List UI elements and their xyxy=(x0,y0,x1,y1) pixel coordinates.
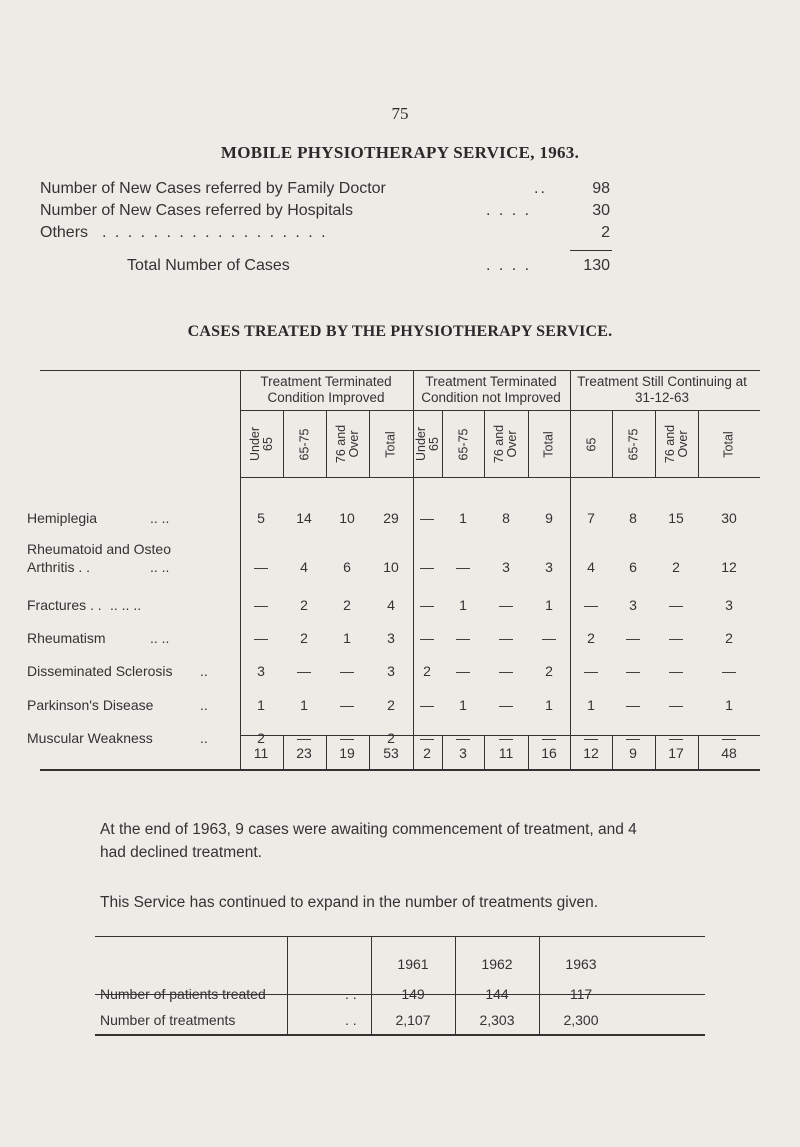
table-cell: — xyxy=(669,597,683,613)
table-cell: — xyxy=(626,663,640,679)
table-cell: — xyxy=(340,663,354,679)
row-label: Parkinson's Disease xyxy=(27,697,154,713)
table-cell: 6 xyxy=(343,559,351,575)
table-cell: 2 xyxy=(587,630,595,646)
table-cell: — xyxy=(456,559,470,575)
total-cases-label: Total Number of Cases xyxy=(127,257,290,274)
total-cell: 3 xyxy=(459,745,467,761)
table-cell: — xyxy=(420,559,434,575)
table-cell: — xyxy=(340,697,354,713)
table-cell: — xyxy=(722,663,736,679)
table-cell: 4 xyxy=(300,559,308,575)
table-cell: — xyxy=(669,697,683,713)
table-cell: 7 xyxy=(587,510,595,526)
table-cell: 1 xyxy=(459,510,467,526)
table-cell: 14 xyxy=(296,510,312,526)
referral-value: 98 xyxy=(592,180,610,197)
row-label: Disseminated Sclerosis xyxy=(27,663,173,679)
total-cases-value: 130 xyxy=(583,257,610,274)
table-cell: 1 xyxy=(587,697,595,713)
t3-cell: 2,107 xyxy=(395,1012,431,1028)
total-cell: 9 xyxy=(629,745,637,761)
row-label: Hemiplegia xyxy=(27,510,98,526)
table-cell: — xyxy=(420,597,434,613)
col-header-label: 65-75 xyxy=(297,428,312,460)
table-cell: — xyxy=(297,730,311,746)
total-cell: 19 xyxy=(339,745,355,761)
table-cell: — xyxy=(420,510,434,526)
table-cell: 3 xyxy=(545,559,553,575)
col-header-label: Under 65 xyxy=(414,426,442,462)
table-cell: 9 xyxy=(545,510,553,526)
table-cell: 2 xyxy=(257,730,265,746)
table-cell: — xyxy=(499,697,513,713)
table-cell: — xyxy=(420,697,434,713)
table-cell: 8 xyxy=(629,510,637,526)
table-cell: 2 xyxy=(343,597,351,613)
row-dots: .. .. xyxy=(150,559,170,575)
row-label: Rheumatoid and Osteo xyxy=(27,541,171,557)
table-cell: 30 xyxy=(721,510,737,526)
table-cell: 3 xyxy=(725,597,733,613)
row-label: Rheumatism xyxy=(27,630,106,646)
table-cell: 2 xyxy=(423,663,431,679)
paragraph-awaiting-text: At the end of 1963, 9 cases were awaiting commencement of treatment, and 4 had declined treatment. xyxy=(100,821,637,861)
table-cell: — xyxy=(456,630,470,646)
table-cell: — xyxy=(626,730,640,746)
table-cell: 2 xyxy=(545,663,553,679)
t3-row-label: Number of patients treated xyxy=(100,986,266,1002)
page-number: 75 xyxy=(391,104,409,123)
table-cell: — xyxy=(456,663,470,679)
table-cell: — xyxy=(254,597,268,613)
col-header-label: Total xyxy=(384,430,398,458)
table-cell: 1 xyxy=(343,630,351,646)
table-cell: 3 xyxy=(629,597,637,613)
table-cell: 3 xyxy=(502,559,510,575)
table-cell: 12 xyxy=(721,559,737,575)
table-cell: — xyxy=(626,697,640,713)
referral-dots: . . . . . . . . . . . . . . . . . . xyxy=(102,224,328,241)
table-cell: — xyxy=(584,730,598,746)
table-cell: — xyxy=(297,663,311,679)
total-cell: 11 xyxy=(498,745,514,761)
t3-row-dots: . . xyxy=(345,1012,357,1028)
referral-value: 2 xyxy=(601,224,610,241)
table-cell: 1 xyxy=(300,697,308,713)
referral-label: Number of New Cases referred by Family Doctor xyxy=(40,180,386,197)
table-cell: — xyxy=(669,663,683,679)
table-cell: — xyxy=(626,630,640,646)
total-cell: 48 xyxy=(721,745,737,761)
row-dots: .. .. xyxy=(150,510,170,526)
table-cell: — xyxy=(669,630,683,646)
total-cell: 16 xyxy=(541,745,557,761)
table-cell: — xyxy=(499,630,513,646)
row-dots: .. xyxy=(200,730,208,746)
t3-cell: 144 xyxy=(485,986,509,1002)
total-cell: 11 xyxy=(253,745,269,761)
table-cell: 15 xyxy=(668,510,684,526)
referral-label: Others xyxy=(40,224,89,241)
table-cell: — xyxy=(499,597,513,613)
year-header: 1963 xyxy=(565,956,597,972)
row-dots: .. xyxy=(200,663,208,679)
referral-dots: .. xyxy=(534,180,547,197)
group-header-improved: Treatment Terminated Condition Improved xyxy=(260,374,392,405)
col-header-label: 76 and Over xyxy=(662,424,690,464)
row-dots: .. xyxy=(200,697,208,713)
table-cell: 2 xyxy=(300,597,308,613)
table-cell: — xyxy=(722,730,736,746)
col-header-label: 76 and Over xyxy=(333,424,361,464)
table-cell: — xyxy=(584,597,598,613)
table-cell: — xyxy=(669,730,683,746)
table-cell: 4 xyxy=(387,597,395,613)
total-cases-dots: . . . . xyxy=(486,257,532,274)
t3-top-rule xyxy=(95,936,705,937)
table-cell: — xyxy=(584,663,598,679)
t3-cell: 149 xyxy=(401,986,425,1002)
table-cell: 8 xyxy=(502,510,510,526)
table-cell: 4 xyxy=(587,559,595,575)
table-cell: — xyxy=(542,630,556,646)
referral-dots: . . . . xyxy=(486,202,532,219)
total-cell: 12 xyxy=(583,745,599,761)
table-cell: 10 xyxy=(339,510,355,526)
section-title: CASES TREATED BY THE PHYSIOTHERAPY SERVICE. xyxy=(187,323,613,340)
t3-cell: 2,300 xyxy=(563,1012,599,1028)
referral-value: 30 xyxy=(592,202,610,219)
col-header-label: Under 65 xyxy=(247,426,275,462)
paragraph-expand: This Service has continued to expand in the number of treatments given. xyxy=(100,894,599,911)
table-cell: 3 xyxy=(257,663,265,679)
t3-cell: 117 xyxy=(569,986,593,1002)
table-cell: 2 xyxy=(672,559,680,575)
table-cell: — xyxy=(420,730,434,746)
table-cell: — xyxy=(254,559,268,575)
t3-row-label: Number of treatments xyxy=(100,1012,236,1028)
total-cell: 17 xyxy=(668,745,684,761)
table-cell: 1 xyxy=(545,597,553,613)
table-cell: — xyxy=(499,730,513,746)
table-cell: — xyxy=(254,630,268,646)
row-dots: .. .. xyxy=(150,630,170,646)
t3-bottom-rule xyxy=(95,1034,705,1036)
table-cell: 2 xyxy=(725,630,733,646)
table-cell: 1 xyxy=(459,697,467,713)
table-cell: 10 xyxy=(383,559,399,575)
group-header-continuing: Treatment Still Continuing at 31-12-63 xyxy=(577,374,747,405)
row-label: Fractures . . xyxy=(27,597,102,613)
col-header-label: 76 and Over xyxy=(492,424,520,464)
table-cell: 29 xyxy=(383,510,399,526)
total-cell: 23 xyxy=(296,745,312,761)
referral-label: Number of New Cases referred by Hospitals xyxy=(40,202,354,219)
table-cell: 1 xyxy=(545,697,553,713)
table-cell: — xyxy=(420,630,434,646)
year-header: 1961 xyxy=(397,956,429,972)
col-header-label: 65 xyxy=(584,437,598,451)
col-header-label: 65-75 xyxy=(455,428,470,460)
table-cell: — xyxy=(499,663,513,679)
table-cell: 1 xyxy=(459,597,467,613)
table-cell: — xyxy=(456,730,470,746)
total-cell: 2 xyxy=(423,745,431,761)
page-title: MOBILE PHYSIOTHERAPY SERVICE, 1963. xyxy=(220,143,580,162)
table-cell: 2 xyxy=(387,697,395,713)
row-dots: .. .. .. xyxy=(110,597,142,613)
row-label: Muscular Weakness xyxy=(27,730,153,746)
table-cell: 5 xyxy=(257,510,265,526)
table-cell: 1 xyxy=(257,697,265,713)
year-header: 1962 xyxy=(481,956,513,972)
col-header-label: Total xyxy=(542,430,556,458)
table-cell: 2 xyxy=(300,630,308,646)
t3-cell: 2,303 xyxy=(479,1012,515,1028)
table-cell: 6 xyxy=(629,559,637,575)
table-cell: 3 xyxy=(387,630,395,646)
t3-row-dots: . . xyxy=(345,986,357,1002)
table-cell: 2 xyxy=(387,730,395,746)
col-header-label: 65-75 xyxy=(626,428,641,460)
group-header-not-improved: Treatment Terminated Condition not Improved xyxy=(421,374,561,405)
total-cell: 53 xyxy=(383,745,399,761)
table-cell: — xyxy=(340,730,354,746)
table-cell: — xyxy=(542,730,556,746)
col-header-label: Total xyxy=(722,430,736,458)
t3-column-rule xyxy=(287,936,288,1036)
table-cell: 1 xyxy=(725,697,733,713)
row-label-cont: Arthritis . . xyxy=(27,559,91,575)
table-cell: 3 xyxy=(387,663,395,679)
